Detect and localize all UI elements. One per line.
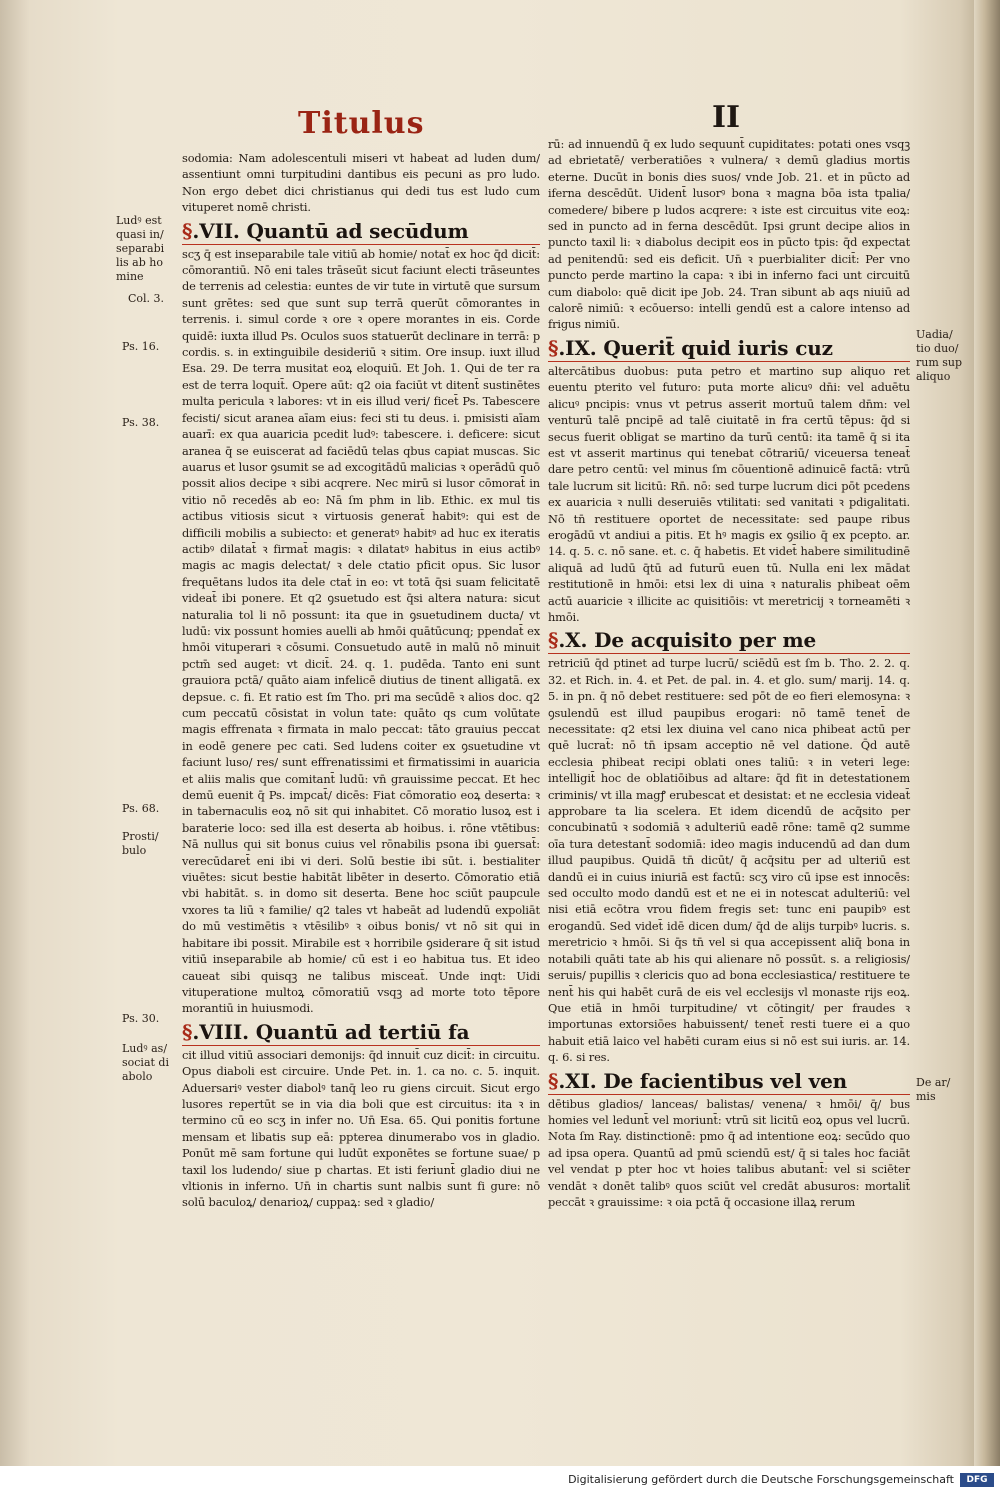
dfg-logo: DFG xyxy=(960,1473,994,1487)
margin-note: Ps. 30. xyxy=(122,1012,160,1025)
margin-note: Uadia/ tio duo/ rum sup aliquo xyxy=(916,328,963,383)
section-10-heading: §.X. De acquisito per me xyxy=(548,627,910,654)
digitization-footer xyxy=(0,1466,1000,1494)
left-intro-paragraph: sodomia: Nam adolescentuli miseri vt habeat ad luden dum/ assentiunt omni turpitudini dantibus eis pecuni as pro ludo. Non ergo debet dici christianus qui dedi tus est ludo cum vituperet nomē christi. xyxy=(182,151,540,215)
margin-note: Ps. 16. xyxy=(122,340,160,353)
margin-note: Prosti/ bulo xyxy=(122,830,159,857)
margin-note: De ar/ mis xyxy=(916,1076,951,1103)
left-text-column xyxy=(182,150,540,1211)
right-intro-paragraph: rū: ad innuendū q̄ ex ludo sequunt̄ cupiditates: potati ones vsqꝫ ad ebrietatē/ verberatiōes ꝛ vulnera/ ꝛ demū gladius mortis eterne. Ducūt in bonis dies suos/ vnde Job. 21. et in pūcto ad iferna descēdūt. Uident̄ lusorꝰ bona ꝛ magna bōa ista tpalia/ comedere/ bibere p ludos acqrere: ꝛ iste est circuitus vite eoꝝ: sed in puncto ad in ferna descēdūt. Ipsi grunt decipe alios in puncto taxil li: ꝛ diabolus decipit eos in pūcto tpis: q̄d expectat ad penitendū: sed eis deficit. Un̄ ꝛ puerbialiter dicit̄: Per vno puncto perde martino la capa: ꝛ ibi in inferno faci unt circuitū cum diabolo: quē dicit ipe Job. 24. Tran sibunt ab aqs niuiū ad calorē nimiū: ꝛ ecōuerso: intelli gendū est a calore intenso ad frigus nimiū. xyxy=(548,137,910,332)
section-11-heading: §.XI. De facientibus vel ven xyxy=(548,1068,910,1095)
section-8-text: cit illud vitiū associari demonijs: q̄d innuit̄ cuz dicit̄: in circuitu. Opus diaboli est circuire. Unde Pet. in. 1. ca no. c. 5. inquit. Aduersariꝰ vester diabolꝰ tanq̄ leo ru giens circuit. Sicut ergo lusores repertūt se in via dia boli que est circuitus: ita ꝛ in termino cū eo scʒ in infer no. Un̄ Esa. 65. Qui ponitis fortune mensam et libatis sup eā: ppterea dinumerabo vos in gladio. Ponūt mē sam fortune qui ludūt exponētes se fortune suae/ p taxil los ludendo/ siue p chartas. Et isti feriunt̄ gladio diui ne vltionis in inferno. Un̄ in chartis sunt nalbis sunt fi gure: nō solū baculoꝝ/ denarioꝝ/ cuppaꝝ: sed ꝛ gladio/ xyxy=(182,1047,540,1210)
section-8-heading: §.VIII. Quantū ad tertiū fa xyxy=(182,1019,540,1046)
margin-note: Ps. 38. xyxy=(122,416,160,429)
title-number: II xyxy=(712,100,741,135)
next-page-edge xyxy=(974,0,1000,1466)
section-11-text: dētibus gladios/ lanceas/ balistas/ venena/ ꝛ hmōi/ q̄/ bus homies vel ledunt̄ vel moriunt̄: vtrū sit licitū eoꝝ opus vel lucrū. Nota ſm Ray. distinctionē: pmo q̄ ad intentione eoꝝ: secūdo quo ad ipsa opera. Quantū ad pmū sciendū est/ q̄ si tales hoc faciāt vel vendat p pter hoc vt hoies talibus abutant̄: vel si sciēter vendāt ꝛ donēt talibꝰ quos sciūt vel credāt abusuros: mortalit̄ peccāt ꝛ grauissime: ꝛ oia pctā q̄ occasione illaꝝ rerum xyxy=(548,1096,910,1209)
section-10-text: retriciū q̄d ptinet ad turpe lucrū/ sciēdū est ſm b. Tho. 2. 2. q. 32. et Rich. in. 4. et Pet. de pal. in. 4. et glo. sum/ marij. 14. q. 5. in pn. q̄ nō debet restituere: sed pōt de eo fieri elemosyna: ꝛ ꝯsulendū est illud paupibus erogari: nō tamē tenet̄ de necessitate: q2 etsi lex diuina vel cano nica phibeat actū per quē lucrat̄: nō tn̄ ipsam acceptio nē vel datione. Q̄d autē ecclesia phibeat recipi oblati ones taliū: ꝛ in veteri lege: intelligit̄ hoc de oblatiōibus ad altare: q̄d fit in detestationem criminis/ vt illa magꝭ erubescat et desistat: et ne ecclesia videat̄ approbare ta lia scelera. Et idem dicendū de acq̄sito per concubinatū ꝛ sodomiā ꝛ adulteriū eadē rōne: tamē q2 summe oīa tura detestant̄ sodomiā: ideo magis inducendū ad dan dum illud paupibus. Quidā tn̄ dicūt/ q̄ acq̄situ per ad ulteriū est dandū ei in cuius iniuriā est factū: scʒ viro cū ipse est innocēs: sed occulto modo dandū est et ne ei in notescat adulteriū: vel nisi etiā ecōtra vrou fidem fregis set: tunc eni paupibꝰ est erogandū. Sed videt̄ idē dicen dum/ q̄d de alijs turpibꝰ lucris. s. meretricio ꝛ hmōi. Si q̄s tn̄ vel si qua accepissent aliq̄ bona in notabili quāti tate ab his qui alienare nō possūt. s. a religiosis/ seruis/ pupillis ꝛ clericis quo ad bona ecclesiastica/ restituere te nent̄ his qui habēt curā de eis vel ecclesijs vl monaste rijs eoꝝ. Que etiā in hmōi turpitudine/ vt cōtingit/ per fraudes ꝛ importunas extorsiōes habuissent/ tenet̄ resti tuere ei a quo habuit etiā laico vel habēti curam eius si nō est sui iuris. ar. 14. q. 6. si res. xyxy=(548,656,910,1065)
section-7-heading: §.VII. Quantū ad secūdum xyxy=(182,218,540,245)
right-text-column xyxy=(548,136,910,1210)
margin-note: Col. 3. xyxy=(128,292,165,305)
running-title: Titulus xyxy=(298,106,425,141)
section-9-heading: §.IX. Querit̄ quid iuris cuz xyxy=(548,335,910,362)
margin-note: Ludꝰ est quasi in/ separabi lis ab ho mine xyxy=(116,214,165,283)
funding-credit: Digitalisierung gefördert durch die Deutsche Forschungsgemeinschaft xyxy=(568,1473,954,1486)
margin-note: Ludꝰ as/ sociat di abolo xyxy=(122,1042,169,1083)
section-9-text: altercātibus duobus: puta petro et martino sup aliquo ret euentu pterito vel futuro: puta morte alicuꝰ dn̄i: vel aduētu alicuꝰ pncipis: vnus vt petrus asserit mortuū talem dn̄m: vel venturū talē pncipē ad talē ciuitatē in fra certū tēpus: q̄d si secus fuerit obligat se martino da turū centū: ita tamē q̄ si ita est vt asserit martinus qui tenebat cōtrariū/ viceuersa teneat̄ dare petro centū: vel minus ſm cōuentionē adinuicē factā: vtrū tale lucrum sit licitū: Rn̄. nō: sed turpe lucrum dici pōt pcedens ex auaricia ꝛ nulli deseruiēs vtilitati: sed vanitati ꝛ pdigalitati. Nō tn̄ restituere oportet de necessitate: sed paupe ribus erogādū vt andiui a pitis. Et hꝰ magis ex ꝯsilio q̄ ex pcepto. ar. 14. q. 5. c. nō sane. et. c. q̄ habetis. Et videt̄ habere similitudinē aliquā ad ludū q̄tū ad futurū euen tū. Nulla eni lex mādat restitutionē in hmōi: etsi lex di uina ꝛ naturalis phibeat oēm actū auaricie ꝛ illicite ac quisitiōis: vt meretricij ꝛ torneamēti ꝛ hmōi. xyxy=(548,363,910,624)
section-7-text: scʒ q̄ est inseparabile tale vitiū ab homie/ notat̄ ex hoc q̄d dicit̄: cōmorantiū. Nō eni tales trāseūt sicut faciunt electi trāseuntes de terrenis ad celestia: euntes de vir tute in virtutē que sursum sunt grētes: sed que sunt sup terrā querūt cōmorantes in terrenis. i. simul corde ꝛ ore ꝛ opere morantes in eis. Corde quidē: iuxta illud Ps. Oculos suos statuerūt declinare in terrā: p cordis. s. in extinguibile desideriū ꝛ sitim. Ore insup. iuxt illud Esa. 29. De terra musitat eoꝝ eloquiū. Et Joh. 1. Qui de ter ra est de terra loquit̄. Opere aūt: q2 oia faciūt vt ditent̄ sustinētes multa pericula ꝛ labores: vt in eis illud veri/ ficet̄ Ps. Tabescere fecisti/ sicut aranea aīam eius: feci sti tu deus. i. pmisisti aīam auarī: ex qua auaricia pcedit ludꝰ: tabescere. i. deficere: sicut aranea q̄ se euiscerat ad faciēdū telas qbus capiat muscas. Sic auarus et lusor ꝯsumit se ad excogitādū malicias ꝛ operādū quō possit alios decipe ꝛ sibi acqrere. Nec mirū si lusor cōmorat̄ in vitio nō recedēs ab eo: Nā ſm phm in lib. Ethic. ex mul tis actibus vitiosis sicut ꝛ virtuosis generat̄ habitꝰ: qui est de difficili mobilis a subiecto: et generatꝰ habitꝰ ad huc ex iteratis actibꝰ dilatat̄ ꝛ firmat̄ magis: ꝛ dilatatꝰ habitus in eius actibꝰ magis ac magis delectat/ ꝛ dele ctatio pficit opus. Sic lusor frequētans ludos ita dele ctat̄ in eo: vt totā q̄si suam felicitatē videat̄ ibi ponere. Et q2 ꝯsuetudo est q̄si altera natura: sicut naturalia tol li nō possunt: ita que in ꝯsuetudinem ducta/ vt ludū: vix possunt homies auelli ab hmōi quātūcunq; ppendat̄ ex hmōi vituperari ꝛ cōsumi. Consuetudo autē in malū nō minuit pctm̄ sed auget: vt dicit̄. 24. q. 1. pudēda. Tanto eni sunt grauiora pctā/ quāto aiam infelicē diutius de tinent alligatā. ex depsue. c. fi. Et ratio est ſm Tho. pri ma secūdē ꝛ alios doc. q2 cum peccatū cōsistat in volun tate: quāto qs cum volūtate magis effrenata ꝛ firmata in malo peccat: tāto grauius peccat in eodē genere pec cati. Sed ludens coiter ex ꝯsuetudine vt faciunt luso/ res/ sunt effrenatissimi et firmatissimi in auaricia et aliis malis que comitant̄ ludū: vn̄ grauissime peccat. Et hec demū euenit q̄ Ps. impcat̄/ dicēs: Fiat cōmoratio eoꝝ deserta: ꝛ in tabernaculis eoꝝ nō sit qui inhabitet. Cō moratio lusoꝝ est i baraterie loco: sed illa est deserta ab hoibus. i. rōne vtētibus: Nā nullus qui sit bonus cuius vel rōnabilis psona ibi ꝯuersat̄: verecūdaret̄ eni ibi vi deri. Solū bestie ibi sūt. i. bestialiter viuētes: sicut bestie habitāt libēter in deserto. Cōmoratio etiā vbi habitāt. s. in domo sit deserta. Bene hoc sciūt paupcule vxores ta liū ꝛ familie/ q2 tales vt habeāt ad ludendū expoliāt do mū vestimētis ꝛ vtēsilibꝰ ꝛ oibus bonis/ vt nō sit qui in habitare ibi possit. Mirabile est ꝛ horribile ꝯsiderare q̄ sit istud vitiū inseparabile ab homie/ cū est i eo habitua tus. Et ideo caueat sibi quisqꝫ ne talibus misceat̄. Unde inqt: Uidi vituperatione multoꝝ cōmoratiū vsqꝫ ad morte toto tēpore morantiū in huiusmodi. xyxy=(182,246,540,1016)
margin-note: Ps. 68. xyxy=(122,802,160,815)
